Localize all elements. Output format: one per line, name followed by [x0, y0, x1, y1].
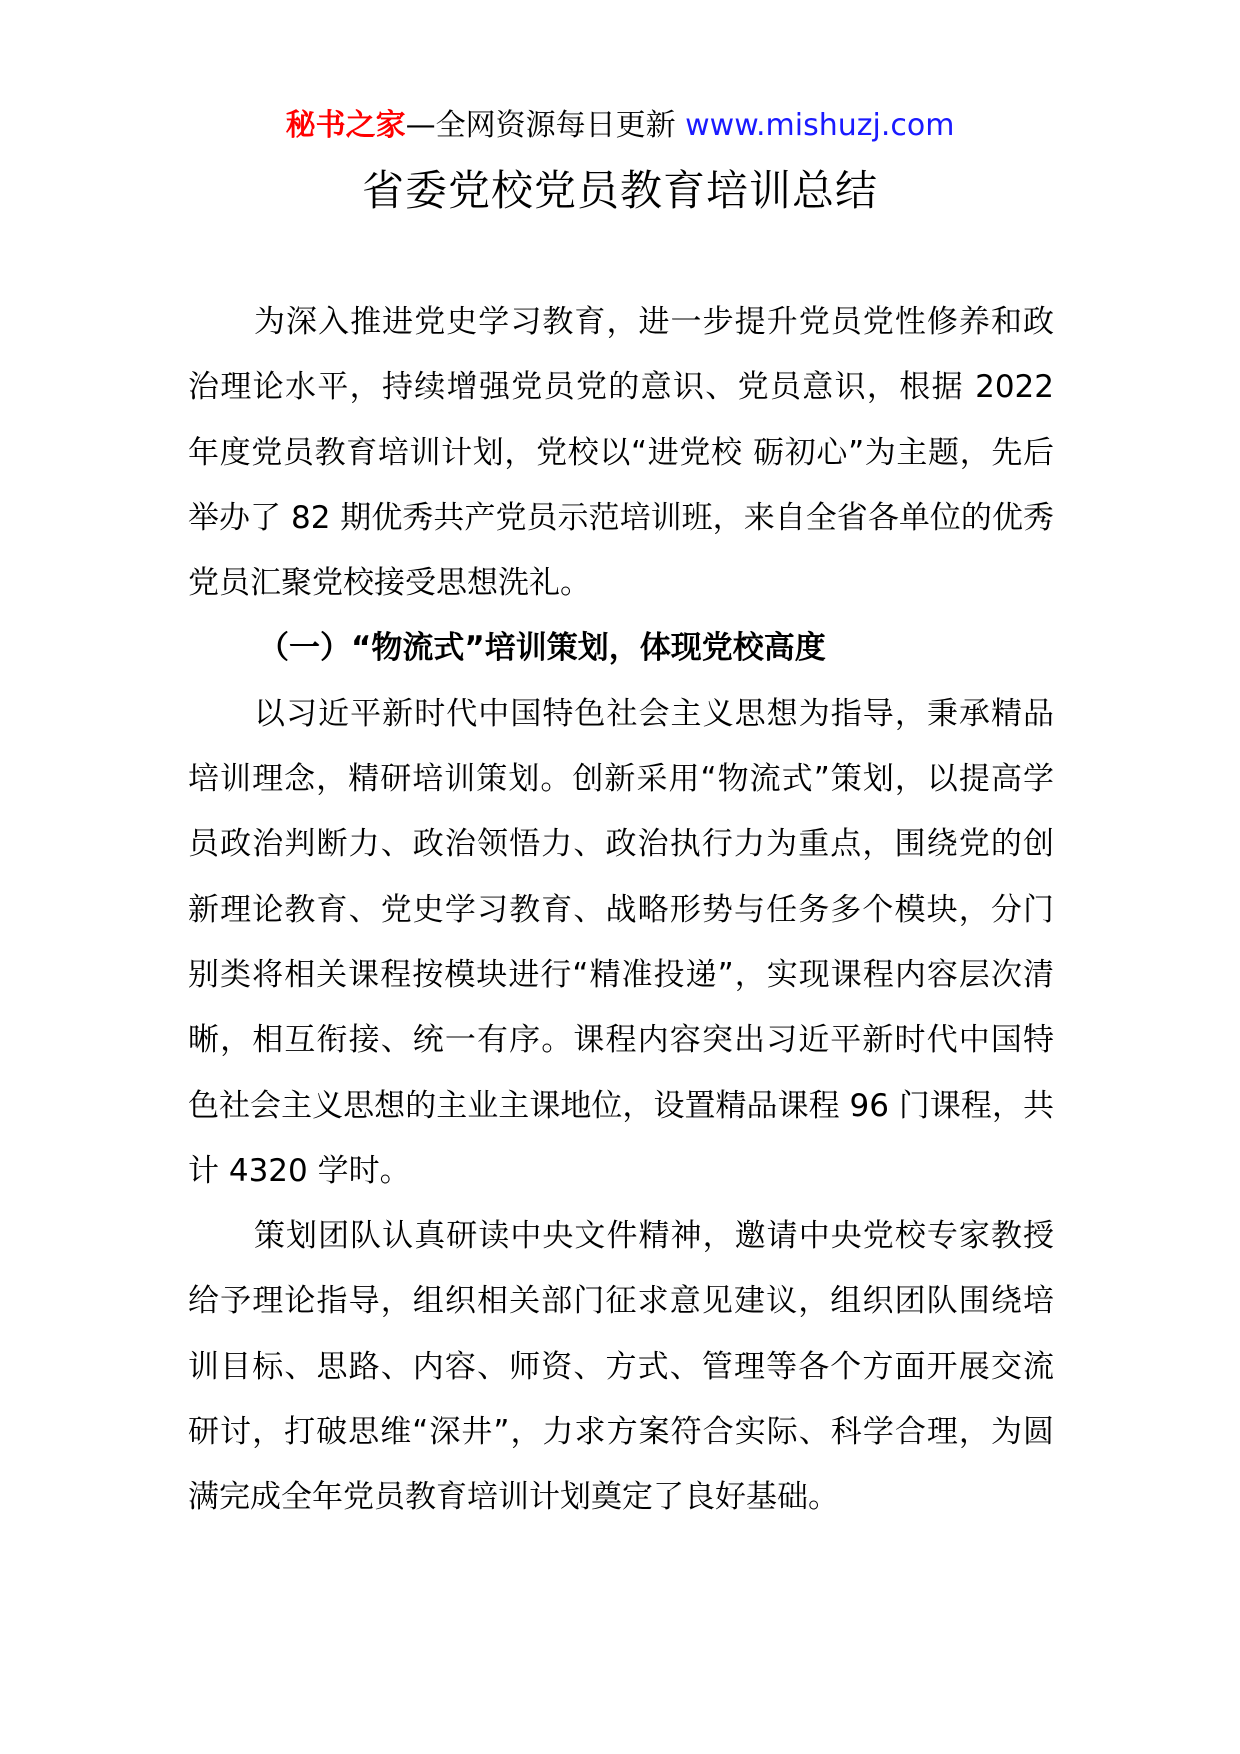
document-title: 省委党校党员教育培训总结: [361, 166, 878, 215]
body-paragraph-3: 策划团队认真研读中央文件精神，邀请中央党校专家教授给予理论指导，组织相关部门征求意见建议，组织团队围绕培训目标、思路、内容、师资、方式、管理等各个方面开展交流研讨，打破思维“深井”，力求方案符合实际、科学合理，为圆满完成全年党员教育培训计划奠定了良好基础。: [188, 1218, 1054, 1516]
site-url-link[interactable]: www.mishuzj.com: [685, 108, 955, 143]
site-header: [0, 104, 1240, 148]
section-heading-1: （一）“物流式”培训策划，体现党校高度: [258, 630, 826, 667]
header-tagline: —全网资源每日更新: [405, 108, 676, 143]
brand-name: 秘书之家: [285, 108, 406, 143]
intro-paragraph: 为深入推进党史学习教育，进一步提升党员党性修养和政治理论水平，持续增强党员党的意识、党员意识，根据 2022 年度党员教育培训计划，党校以“进党校 砺初心”为主题，先后举办了 82 期优秀共产党员示范培训班，来自全省各单位的优秀党员汇聚党校接受思想洗礼。: [188, 304, 1054, 602]
body-paragraph-2: 以习近平新时代中国特色社会主义思想为指导，秉承精品培训理念，精研培训策划。创新采用“物流式”策划，以提高学员政治判断力、政治领悟力、政治执行力为重点，围绕党的创新理论教育、党史学习教育、战略形势与任务多个模块，分门别类将相关课程按模块进行“精准投递”，实现课程内容层次清晰，相互衔接、统一有序。课程内容突出习近平新时代中国特色社会主义思想的主业主课地位，设置精品课程 96 门课程，共计 4320 学时。: [188, 695, 1054, 1189]
document-body: [188, 290, 1054, 1531]
